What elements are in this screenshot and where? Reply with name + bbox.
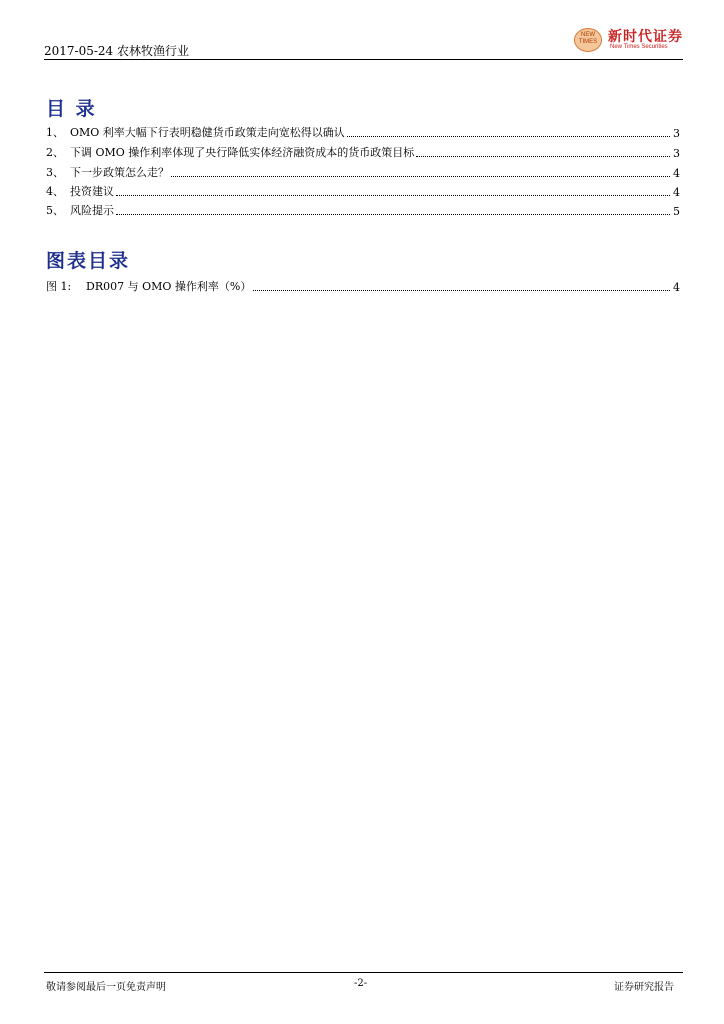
logo-badge-icon: NEW TIMES	[574, 28, 602, 52]
footer-page-number: -2-	[354, 978, 368, 989]
footer-report-type: 证券研究报告	[614, 982, 674, 993]
header-date-industry: 2017-05-24 农林牧渔行业	[44, 44, 190, 58]
toc-item-number: 4、	[46, 185, 64, 198]
logo-chinese-name: 新时代证券	[608, 29, 683, 45]
toc-leader-dots	[116, 194, 670, 196]
toc-item-number: 1、	[46, 126, 64, 139]
toc-item[interactable]	[46, 164, 680, 180]
figure-item-label: 图 1:	[46, 280, 72, 293]
logo-english-name: New Times Securities	[610, 44, 668, 50]
figures-toc-title: 图表目录	[46, 250, 131, 272]
toc-title: 目 录	[46, 98, 97, 120]
toc-leader-dots	[347, 135, 670, 137]
toc-leader-dots	[171, 175, 670, 177]
header-divider	[44, 59, 683, 60]
toc-item-number: 2、	[46, 146, 64, 159]
toc-item[interactable]	[46, 144, 680, 160]
toc-item-page: 3	[673, 127, 680, 140]
toc-item-text[interactable]: OMO 利率大幅下行表明稳健货币政策走向宽松得以确认	[70, 126, 345, 139]
toc-item-page: 4	[673, 186, 680, 199]
toc-item-text[interactable]: 下一步政策怎么走？	[70, 166, 169, 179]
toc-item-text[interactable]: 风险提示	[70, 204, 114, 217]
toc-item-number: 5、	[46, 204, 64, 217]
toc-leader-dots	[116, 213, 670, 215]
toc-item-page: 4	[673, 167, 680, 180]
toc-item-number: 3、	[46, 166, 64, 179]
toc-item[interactable]	[46, 124, 680, 140]
toc-item[interactable]	[46, 202, 680, 218]
toc-item-text[interactable]: 下调 OMO 操作利率体现了央行降低实体经济融资成本的货币政策目标	[70, 146, 415, 159]
footer-divider	[44, 972, 683, 973]
toc-item-text[interactable]: 投资建议	[70, 185, 114, 198]
toc-leader-dots	[253, 289, 670, 291]
toc-item-page: 5	[673, 205, 680, 218]
toc-leader-dots	[416, 155, 670, 157]
footer-disclaimer: 敬请参阅最后一页免责声明	[46, 982, 166, 993]
figure-item-page: 4	[673, 281, 680, 294]
figure-item-text[interactable]: DR007 与 OMO 操作利率（%）	[86, 280, 252, 293]
figure-item[interactable]	[46, 278, 680, 294]
toc-item[interactable]	[46, 183, 680, 199]
company-logo	[574, 24, 684, 54]
toc-item-page: 3	[673, 147, 680, 160]
